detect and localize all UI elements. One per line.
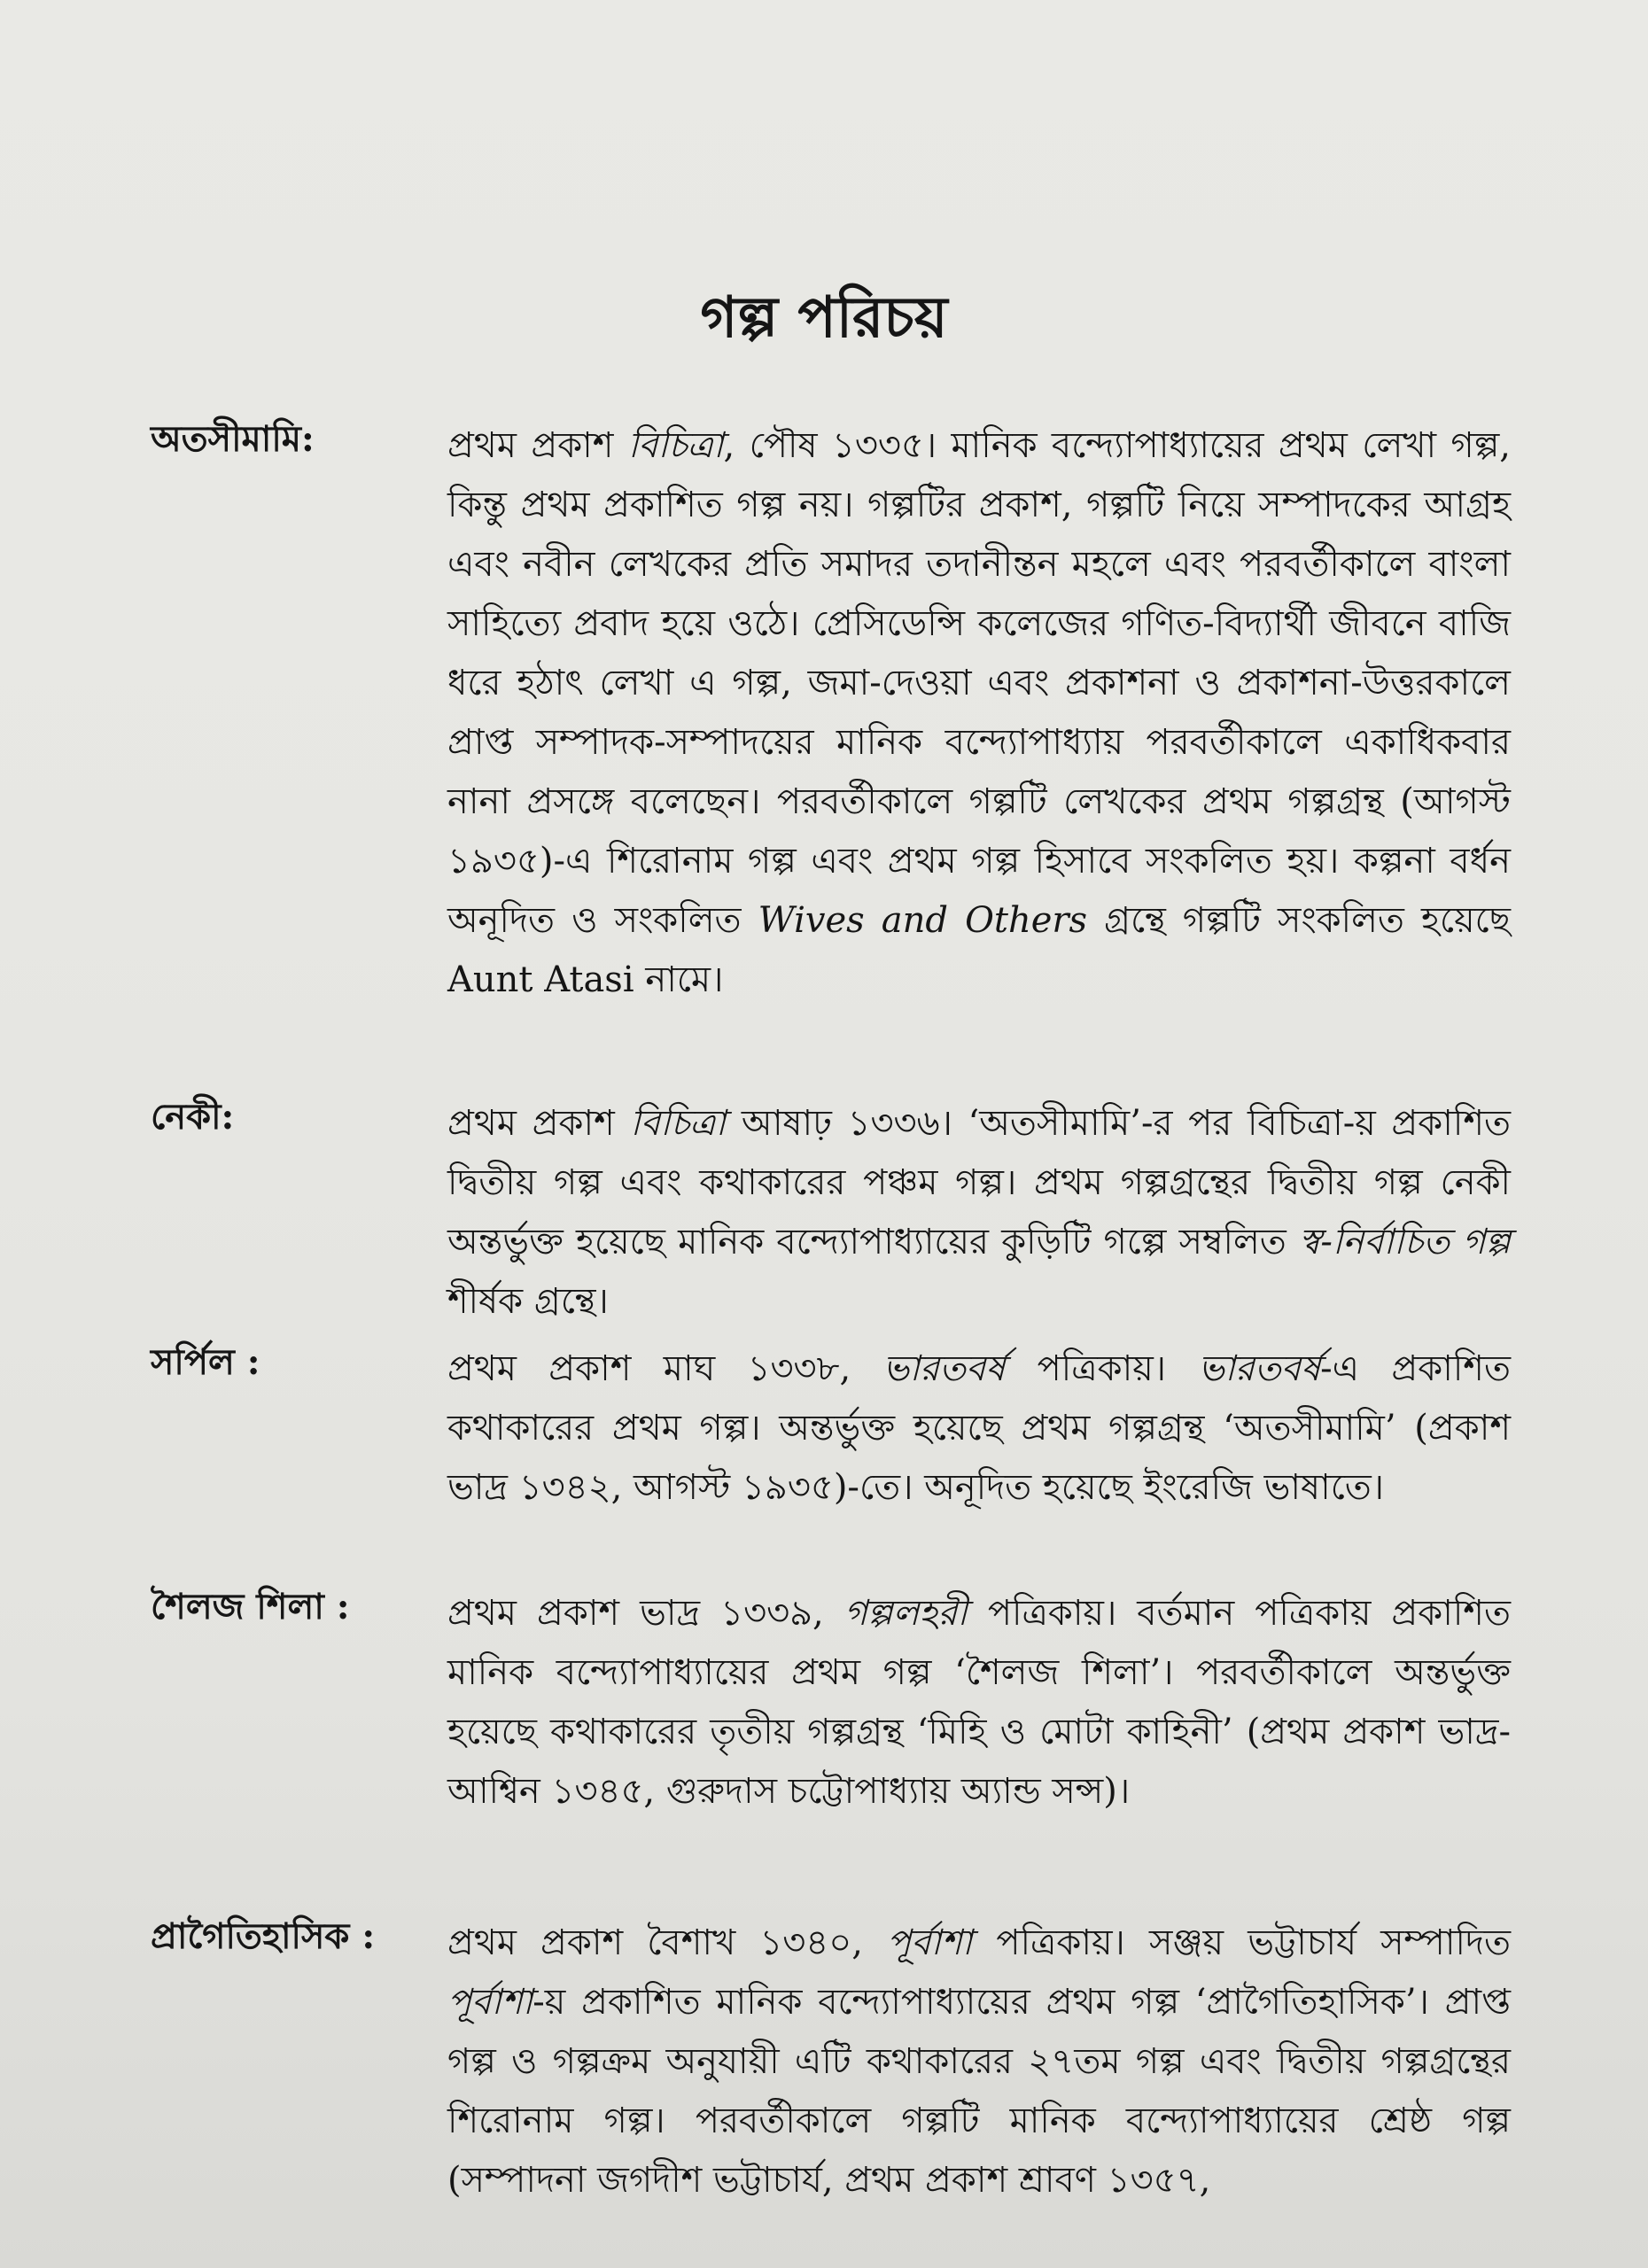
magazine-title: বিচিত্রা — [630, 1103, 727, 1144]
entry-text: শীর্ষক গ্রন্থে। — [447, 1281, 609, 1322]
magazine-title: ভারতবর্ষ — [1198, 1348, 1321, 1389]
entry-text: প্রথম প্রকাশ ভাদ্র ১৩৩৯, — [447, 1593, 844, 1634]
entry-body — [447, 1914, 1511, 2210]
magazine-title: পূর্বাশা — [887, 1922, 973, 1963]
entry-label: নেকী: — [151, 1096, 235, 1138]
entry-body — [447, 416, 1511, 1010]
entry-text: পত্রিকায়। বর্তমান পত্রিকায় প্রকাশিত মানিক বন্দ্যোপাধ্যায়ের প্রথম গল্প ‘শৈলজ শিলা’। পরবর্তীকালে অন্তর্ভুক্ত হয়েছে কথাকারের তৃতীয় গল্পগ্রন্থ ‘মিহি ও মোটা কাহিনী’ (প্রথম প্রকাশ ভাদ্র-আশ্বিন ১৩৪৫, গুরুদাস চট্টোপাধ্যায় অ্যান্ড সন্স)। — [447, 1593, 1511, 1812]
entry-text: -য় প্রকাশিত মানিক বন্দ্যোপাধ্যায়ের প্রথম গল্প ‘প্রাগৈতিহাসিক’। প্রাপ্ত গল্প ও গল্পক্রম অনুযায়ী এটি কথাকারের ২৭তম গল্প এবং দ্বিতীয় গল্পগ্রন্থের শিরোনাম গল্প। পরবর্তীকালে গল্পটি মানিক বন্দ্যোপাধ্যায়ের শ্রেষ্ঠ গল্প (সম্পাদনা জগদীশ ভট্টাচার্য, প্রথম প্রকাশ শ্রাবণ ১৩৫৭, — [447, 1982, 1511, 2201]
magazine-title: বিচিত্রা — [627, 425, 724, 466]
entry-label: শৈলজ শিলা : — [151, 1586, 350, 1627]
entry-text: আষাঢ় ১৩৩৬। ‘অতসীমামি’-র পর বিচিত্রা-য় প্রকাশিত দ্বিতীয় গল্প এবং কথাকারের পঞ্চম গল্প। প্রথম গল্পগ্রন্থের দ্বিতীয় গল্প নেকী অন্তর্ভুক্ত হয়েছে মানিক বন্দ্যোপাধ্যায়ের কুড়িটি গল্পে সম্বলিত — [447, 1103, 1511, 1262]
magazine-title: গল্পলহরী — [843, 1593, 968, 1634]
entry-body — [447, 1584, 1511, 1821]
entry-body — [447, 1094, 1511, 1332]
magazine-title: ভারতবর্ষ — [882, 1348, 1006, 1389]
entry-text: প্রথম প্রকাশ — [447, 1103, 631, 1144]
magazine-title: পূর্বাশা — [447, 1982, 533, 2023]
entry-text: পত্রিকায়। সঞ্জয় ভট্টাচার্য সম্পাদিত — [972, 1922, 1511, 1963]
entry-text: প্রথম প্রকাশ মাঘ ১৩৩৮, — [447, 1348, 883, 1389]
entry-text: প্রথম প্রকাশ বৈশাখ ১৩৪০, — [447, 1922, 888, 1963]
entry-text: , পৌষ ১৩৩৫। মানিক বন্দ্যোপাধ্যায়ের প্রথম লেখা গল্প, কিন্তু প্রথম প্রকাশিত গল্প নয়। গল্পটির প্রকাশ, গল্পটি নিয়ে সম্পাদকের আগ্রহ এবং নবীন লেখকের প্রতি সমাদর তদানীন্তন মহলে এবং পরবর্তীকালে বাংলা সাহিত্যে প্রবাদ হয়ে ওঠে। প্রেসিডেন্সি কলেজের গণিত-বিদ্যার্থী জীবনে বাজি ধরে হঠাৎ লেখা এ গল্প, জমা-দেওয়া এবং প্রকাশনা ও প্রকাশনা-উত্তরকালে প্রাপ্ত সম্পাদক-সম্পাদয়ের মানিক বন্দ্যোপাধ্যায় পরবর্তীকালে একাধিকবার নানা প্রসঙ্গে বলেছেন। পরবর্তীকালে গল্পটি লেখকের প্রথম গল্পগ্রন্থ (আগস্ট ১৯৩৫)-এ শিরোনাম গল্প এবং প্রথম গল্প হিসাবে সংকলিত হয়। কল্পনা বর্ধন অনূদিত ও সংকলিত — [447, 425, 1512, 941]
entry-label: প্রাগৈতিহাসিক : — [151, 1915, 376, 1957]
book-title: Wives and Others — [758, 900, 1088, 941]
entry-label: সর্পিল : — [151, 1341, 260, 1383]
entry-text: -এ প্রকাশিত কথাকারের প্রথম গল্প। অন্তর্ভুক্ত হয়েছে প্রথম গল্পগ্রন্থ ‘অতসীমামি’ (প্রকাশ ভাদ্র ১৩৪২, আগস্ট ১৯৩৫)-তে। অনূদিত হয়েছে ইংরেজি ভাষাতে। — [447, 1348, 1511, 1508]
entry-text: প্রথম প্রকাশ — [447, 425, 628, 466]
page-title: গল্প পরিচয় — [700, 284, 948, 351]
book-title: স্ব-নির্বাচিত গল্প — [1298, 1222, 1511, 1262]
entry-text: গ্রন্থে গল্পটি সংকলিত হয়েছে Aunt Atasi নামে। — [447, 900, 1511, 1000]
entry-label: অতসীমামি: — [151, 418, 315, 460]
entry-text: পত্রিকায়। — [1005, 1348, 1199, 1389]
entry-body — [447, 1340, 1511, 1518]
